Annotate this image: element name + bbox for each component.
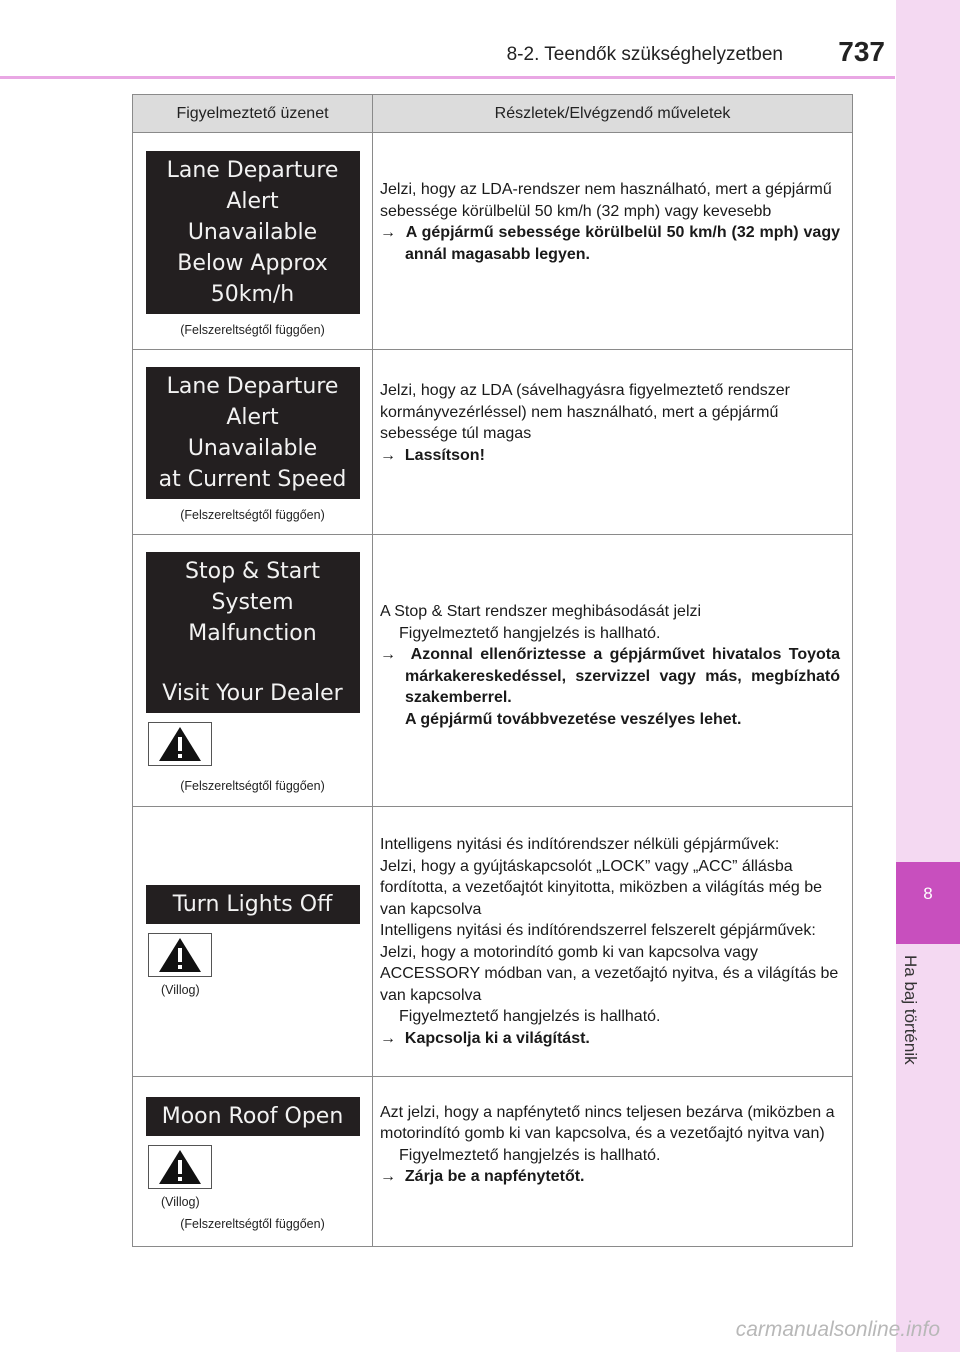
- message-cell: [133, 350, 373, 535]
- section-title: 8-2. Teendők szükséghelyzetben: [506, 44, 783, 65]
- warning-message-table: [132, 94, 853, 1247]
- description-text: Jelzi, hogy a motorindító gomb ki van kapcsolva vagy ACCESSORY módban van, a vezetőajtó nyitva, és a világítás be van kapcsolva: [380, 943, 839, 1004]
- sub-text: Figyelmeztető hangjelzés is hallható.: [399, 624, 661, 642]
- warning-triangle-icon: [148, 722, 212, 766]
- display-line: at Current Speed: [158, 466, 347, 492]
- details-cell: [373, 350, 853, 535]
- flash-label: (Villog): [161, 982, 200, 997]
- display-line: Moon Roof Open: [161, 1103, 344, 1129]
- action-text: → Azonnal ellenőriztesse a gépjárművet hivatalos Toyota márkakereskedéssel, szervizzel vagy más, megbízható szakemberrel.: [380, 646, 840, 706]
- message-cell: [133, 807, 373, 1077]
- display-lda-below-speed: [146, 151, 360, 314]
- message-cell: [133, 133, 373, 350]
- flash-label: (Villog): [161, 1194, 200, 1209]
- equipment-note: (Felszereltségtől függően): [180, 323, 325, 337]
- display-turn-lights-off: [146, 885, 360, 924]
- details-cell: [373, 807, 853, 1077]
- table-row: [133, 1077, 853, 1247]
- display-line: 50km/h: [210, 282, 295, 307]
- details-cell: [373, 1077, 853, 1247]
- warning-icon-box: [133, 1145, 372, 1194]
- display-stop-start-malfunction: [146, 552, 360, 713]
- display-lda-current-speed: [146, 367, 360, 499]
- details-cell: [373, 133, 853, 350]
- table-row: [133, 807, 853, 1077]
- display-line: Below Approx: [177, 251, 328, 276]
- action-text: → Zárja be a napfénytetőt.: [380, 1168, 585, 1185]
- action-text: → A gépjármű sebessége körülbelül 50 km/h (32 mph) vagy annál magasabb legyen.: [380, 224, 840, 263]
- arrow-icon: →: [380, 646, 396, 663]
- chapter-title: Ha baj történik: [901, 955, 920, 1065]
- display-line: Stop & Start: [185, 559, 320, 584]
- action-text-2: A gépjármű továbbvezetése veszélyes lehet.: [405, 710, 742, 728]
- display-line: [146, 649, 360, 678]
- description-text: A Stop & Start rendszer meghibásodását jelzi: [380, 603, 702, 620]
- arrow-icon: →: [380, 446, 396, 464]
- description-text: Jelzi, hogy az LDA-rendszer nem használható, mert a gépjármű sebessége körülbelül 50 km/h (32 mph) vagy kevesebb: [380, 181, 832, 220]
- description-text: Intelligens nyitási és indítórendszerrel felszerelt gépjárművek:: [380, 922, 816, 939]
- chapter-number-tab[interactable]: 8: [896, 862, 960, 944]
- display-line: Turn Lights Off: [172, 891, 333, 917]
- description-text: Jelzi, hogy a gyújtáskapcsolót „LOCK” vagy „ACC” állásba fordította, a vezetőajtót kinyitotta, miközben a világítás még be van kapcsolva: [380, 857, 823, 918]
- equipment-note: (Felszereltségtől függően): [180, 507, 325, 522]
- display-line: Alert: [226, 189, 279, 214]
- table-row: [133, 350, 853, 535]
- page-number: 737: [838, 36, 885, 67]
- equipment-note: (Felszereltségtől függően): [180, 1216, 325, 1231]
- display-line: Visit Your Dealer: [162, 681, 343, 706]
- warning-icon-box: [133, 933, 372, 982]
- display-line: Malfunction: [188, 621, 317, 646]
- table-row: [133, 535, 853, 807]
- sub-text: Figyelmeztető hangjelzés is hallható.: [399, 1146, 661, 1164]
- arrow-icon: →: [380, 1168, 396, 1185]
- message-cell: [133, 1077, 373, 1247]
- display-line: Alert: [226, 404, 279, 430]
- arrow-icon: →: [380, 1029, 396, 1047]
- message-cell: [133, 535, 373, 807]
- display-line: Lane Departure: [166, 158, 339, 183]
- description-text: Azt jelzi, hogy a napfénytető nincs teljesen bezárva (miközben a motorindító gomb ki van kapcsolva, és a vezetőajtó nyitva van): [380, 1103, 835, 1142]
- display-line: Lane Departure: [166, 373, 339, 399]
- sub-text: Figyelmeztető hangjelzés is hallható.: [399, 1008, 661, 1025]
- display-moon-roof-open: [146, 1097, 360, 1136]
- action-text: → Lassítson!: [380, 446, 485, 464]
- description-text: Jelzi, hogy az LDA (sávelhagyásra figyelmeztető rendszer kormányvezérléssel) nem használható, mert a gépjármű sebessége túl magas: [380, 382, 790, 442]
- arrow-icon: →: [380, 224, 396, 241]
- warning-triangle-icon: [148, 1145, 212, 1189]
- display-line: Unavailable: [187, 220, 318, 245]
- chapter-sidebar: [896, 0, 960, 1352]
- header-rule: [0, 76, 895, 79]
- watermark: carmanualsonline.info: [735, 1318, 940, 1341]
- description-text: Intelligens nyitási és indítórendszer nélküli gépjárművek:: [380, 836, 780, 853]
- equipment-note: (Felszereltségtől függően): [180, 779, 325, 793]
- col-header-details: Részletek/Elvégzendő műveletek: [373, 95, 853, 133]
- warning-triangle-icon: [148, 933, 212, 977]
- display-line: Unavailable: [187, 435, 318, 461]
- display-line: System: [211, 590, 294, 615]
- table-row: [133, 133, 853, 350]
- table-header-row: [133, 95, 853, 133]
- warning-icon-box: [133, 722, 372, 771]
- details-cell: [373, 535, 853, 807]
- action-text: → Kapcsolja ki a világítást.: [380, 1029, 590, 1047]
- col-header-message: Figyelmeztető üzenet: [133, 95, 373, 133]
